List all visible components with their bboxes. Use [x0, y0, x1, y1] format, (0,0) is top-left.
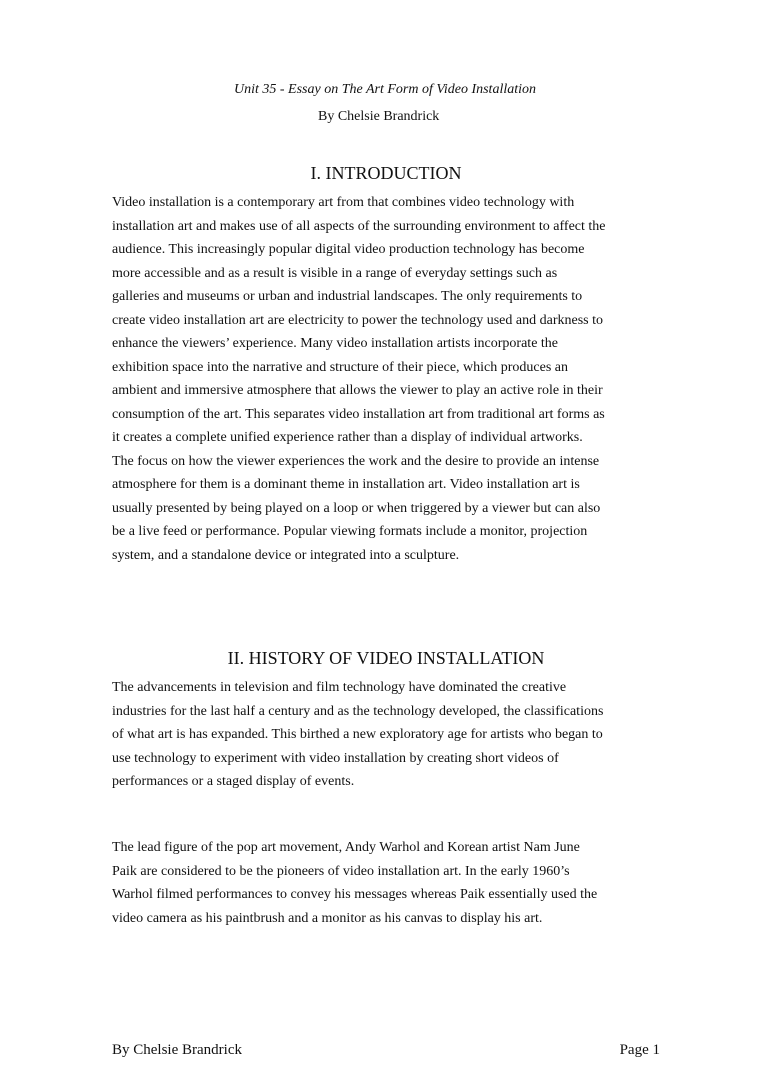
text-line: Warhol filmed performances to convey his messages whereas Paik essentially used the: [112, 887, 598, 902]
text-line: system, and a standalone device or integrated into a sculpture.: [112, 547, 460, 563]
paragraph-introduction: [112, 191, 672, 567]
text-line: exhibition space into the narrative and structure of their piece, which produces an: [112, 359, 568, 375]
text-line: enhance the viewers’ experience. Many video installation artists incorporate the: [112, 336, 559, 351]
text-line: Video installation is a contemporary art from that combines video technology with: [112, 195, 575, 210]
text-line: The focus on how the viewer experiences the work and the desire to provide an intense: [112, 453, 600, 469]
text-line: consumption of the art. This separates video installation art from traditional art forms as: [112, 406, 605, 422]
document-byline: By Chelsie Brandrick: [318, 109, 440, 124]
page-number: Page 1: [619, 1042, 660, 1058]
text-line: Paik are considered to be the pioneers of video installation art. In the early 1960’s: [112, 863, 570, 879]
text-line: galleries and museums or urban and industrial landscapes. The only requirements to: [112, 289, 583, 304]
text-line: be a live feed or performance. Popular viewing formats include a monitor, projection: [112, 524, 588, 539]
text-line: video camera as his paintbrush and a monitor as his canvas to display his art.: [112, 910, 543, 926]
text-line: The advancements in television and film technology have dominated the creative: [112, 680, 567, 695]
text-line: usually presented by being played on a loop or when triggered by a viewer but can also: [112, 500, 601, 516]
text-line: atmosphere for them is a dominant theme in installation art. Video installation art is: [112, 477, 580, 492]
footer-author: By Chelsie Brandrick: [112, 1042, 242, 1058]
text-line: The lead figure of the pop art movement, Andy Warhol and Korean artist Nam June: [112, 840, 580, 855]
text-line: audience. This increasingly popular digital video production technology has become: [112, 242, 585, 257]
text-line: use technology to experiment with video installation by creating short videos of: [112, 750, 559, 766]
text-line: performances or a staged display of events.: [112, 774, 355, 789]
text-line: it creates a complete unified experience rather than a display of individual artworks.: [112, 430, 583, 445]
section-heading-history: II. HISTORY OF VIDEO INSTALLATION: [227, 648, 545, 668]
text-line: create video installation art are electricity to power the technology used and darkness to: [112, 312, 603, 328]
text-line: more accessible and as a result is visible in a range of everyday settings such as: [112, 265, 558, 281]
paragraph-history-1: [112, 676, 672, 794]
section-heading-introduction: I. INTRODUCTION: [310, 163, 462, 183]
paragraph-history-2: [112, 836, 672, 930]
text-line: ambient and immersive atmosphere that allows the viewer to play an active role in their: [112, 383, 603, 398]
document-title: Unit 35 - Essay on The Art Form of Video Installation: [233, 82, 537, 97]
text-line: of what art is has expanded. This birthed a new exploratory age for artists who began to: [112, 727, 603, 742]
text-line: installation art and makes use of all aspects of the surrounding environment to affect the: [112, 218, 606, 234]
text-line: industries for the last half a century and as the technology developed, the classifications: [112, 703, 604, 719]
